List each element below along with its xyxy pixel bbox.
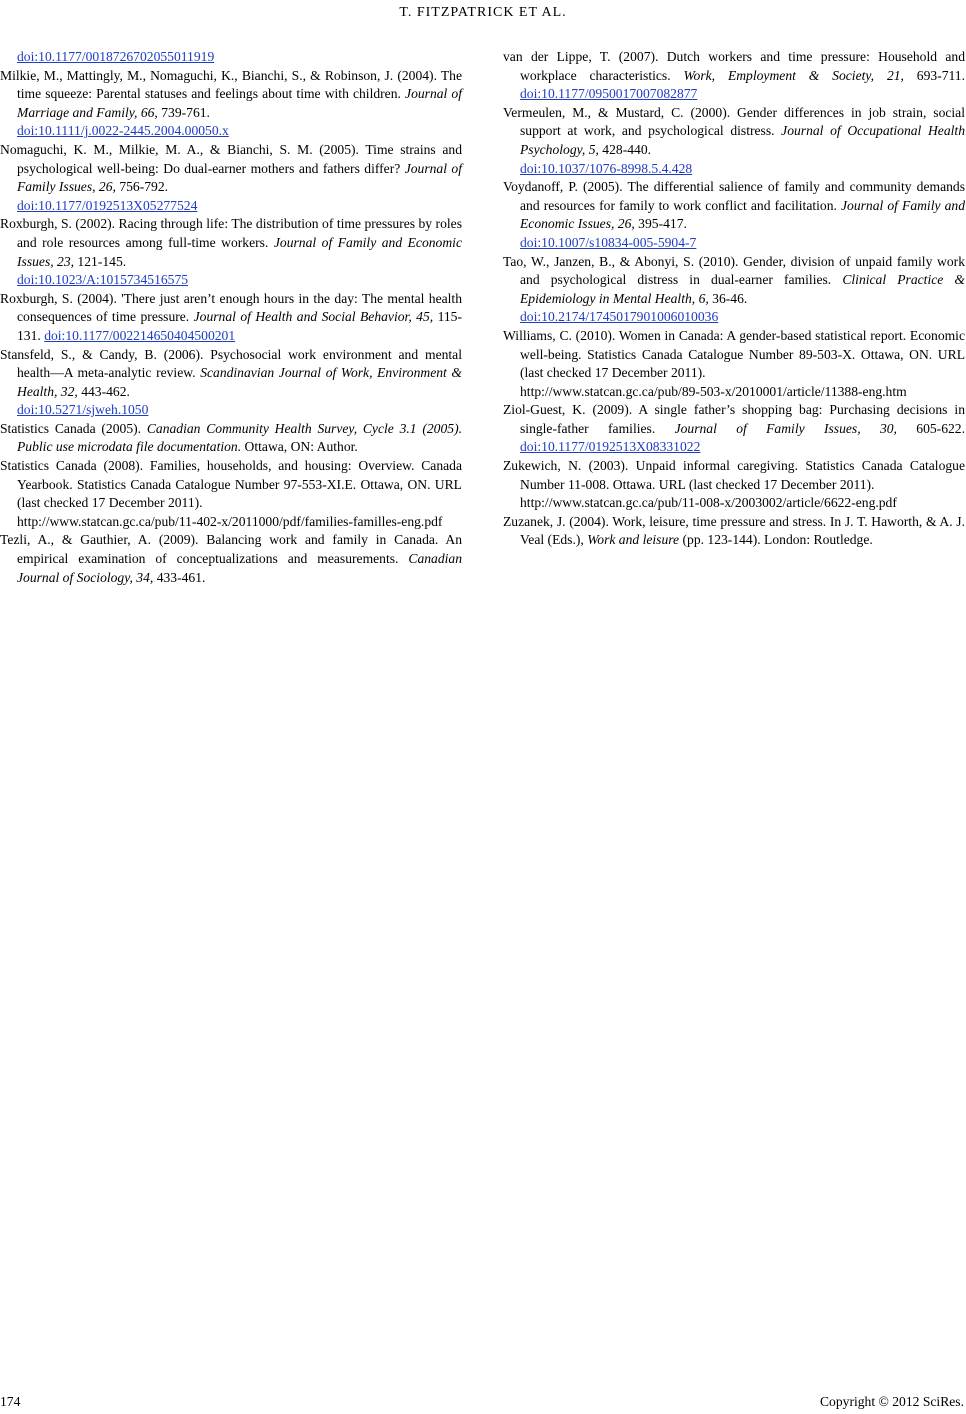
doi-link[interactable]: doi:10.2174/1745017901006010036 bbox=[520, 309, 719, 325]
doi-link[interactable]: doi:10.1177/0950017007082877 bbox=[520, 86, 698, 102]
reference-stansfeld-2006: Stansfeld, S., & Candy, B. (2006). Psychosocial work environment and mental health—A meta-analytic review. Scandinavian Journal of Work, Environment & Health, 32, 443-462. bbox=[0, 346, 462, 399]
doi-link[interactable]: doi:10.5271/sjweh.1050 bbox=[17, 402, 149, 418]
doi-link[interactable]: doi:10.1037/1076-8998.5.4.428 bbox=[520, 160, 693, 176]
page-number: 174 bbox=[0, 1394, 21, 1409]
reference-doi bbox=[0, 122, 462, 141]
reference-url[interactable]: http://www.statcan.gc.ca/pub/11-402-x/2011000/pdf/families-familles-eng.pdf bbox=[17, 513, 443, 529]
reference-doi bbox=[0, 48, 462, 67]
doi-link[interactable]: doi:10.1177/0192513X08331022 bbox=[520, 439, 701, 455]
reference-nomaguchi-2005: Nomaguchi, K. M., Milkie, M. A., & Bianchi, S. M. (2005). Time strains and psychological well-being: Do dual-earner mothers and fathers differ? Journal of Family Issues, 26, 756-792. bbox=[0, 141, 462, 195]
references-left-column bbox=[0, 48, 462, 587]
reference-tezli-2009: Tezli, A., & Gauthier, A. (2009). Balancing work and family in Canada. An empirical examination of conceptualizations and measurements. Canadian Journal of Sociology, 34, 433-461. bbox=[0, 532, 462, 585]
doi-link[interactable]: doi:10.1177/0018726702055011919 bbox=[17, 49, 215, 64]
doi-link[interactable]: doi:10.1007/s10834-005-5904-7 bbox=[520, 234, 697, 250]
reference-url[interactable]: http://www.statcan.gc.ca/pub/89-503-x/2010001/article/11388-eng.htm bbox=[520, 383, 907, 399]
reference-doi bbox=[503, 234, 965, 253]
copyright-notice: Copyright © 2012 SciRes. bbox=[819, 1394, 964, 1409]
reference-voydanoff-2005: Voydanoff, P. (2005). The differential salience of family and community demands and resources for family to work conflict and facilitation. Journal of Family and Economic Issues, 26, 395-417. bbox=[503, 179, 965, 232]
running-head: T. FITZPATRICK ET AL. bbox=[399, 5, 567, 20]
reference-roxburgh-2004: Roxburgh, S. (2004). 'There just aren’t enough hours in the day: The mental health consequences of time pressure. Journal of Health and Social Behavior, 45, 115-131. doi:10.1177/002214650404500201 bbox=[0, 290, 462, 343]
reference-zuzanek-2004: Zuzanek, J. (2004). Work, leisure, time pressure and stress. In J. T. Haworth, & A. J. Veal (Eds.), Work and leisure (pp. 123-144). London: Routledge. bbox=[503, 513, 965, 548]
reference-williams-2010: Williams, C. (2010). Women in Canada: A gender-based statistical report. Economic well-being. Statistics Canada Catalogue Number 89-503-X. Ottawa, ON. URL (last checked 17 December 2011). bbox=[503, 327, 965, 381]
reference-doi bbox=[0, 197, 462, 216]
reference-ziol-guest-2009: Ziol-Guest, K. (2009). A single father’s shopping bag: Purchasing decisions in single-father families. Journal of Family Issues, 30, 605-622. doi:10.1177/0192513X08331022 bbox=[503, 402, 965, 455]
reference-doi bbox=[0, 401, 462, 420]
reference-statcan-2008: Statistics Canada (2008). Families, households, and housing: Overview. Canada Yearbook. Statistics Canada Catalogue Number 97-553-XI.E. Ottawa, ON. URL (last checked 17 December 2011). bbox=[0, 458, 462, 511]
reference-roxburgh-2002: Roxburgh, S. (2002). Racing through life: The distribution of time pressures by roles and role resources among full-time workers. Journal of Family and Economic Issues, 23, 121-145. bbox=[0, 216, 462, 269]
reference-doi bbox=[0, 271, 462, 290]
references-right-column bbox=[503, 48, 965, 550]
reference-doi bbox=[503, 160, 965, 179]
doi-link[interactable]: doi:10.1177/0192513X05277524 bbox=[17, 197, 198, 213]
reference-zukewich-2003: Zukewich, N. (2003). Unpaid informal caregiving. Statistics Canada Catalogue Number 11-008. Ottawa. URL (last checked 17 December 2011). bbox=[503, 458, 965, 492]
reference-url[interactable]: http://www.statcan.gc.ca/pub/11-008-x/2003002/article/6622-eng.pdf bbox=[520, 495, 897, 511]
doi-link[interactable]: doi:10.1023/A:1015734516575 bbox=[17, 272, 189, 288]
doi-link[interactable]: doi:10.1111/j.0022-2445.2004.00050.x bbox=[17, 123, 229, 139]
reference-statcan-2005: Statistics Canada (2005). Canadian Community Health Survey, Cycle 3.1 (2005). Public use microdata file documentation. Ottawa, ON: Author. bbox=[0, 420, 462, 455]
reference-vermeulen-2000: Vermeulen, M., & Mustard, C. (2000). Gender differences in job strain, social support at work, and psychological distress. Journal of Occupational Health Psychology, 5, 428-440. bbox=[503, 104, 965, 157]
reference-van-der-lippe-2007: van der Lippe, T. (2007). Dutch workers and time pressure: Household and workplace characteristics. Work, Employment & Society, 21, 693-711. doi:10.1177/0950017007082877 bbox=[503, 49, 965, 102]
reference-doi bbox=[503, 308, 965, 327]
reference-milkie-2004: Milkie, M., Mattingly, M., Nomaguchi, K., Bianchi, S., & Robinson, J. (2004). The time squeeze: Parental statuses and feelings about time with children. Journal of Marriage and Family, 66, 739-761. bbox=[0, 67, 463, 120]
reference-tao-2010: Tao, W., Janzen, B., & Abonyi, S. (2010). Gender, division of unpaid family work and psychological distress in dual-earner families. Clinical Practice & Epidemiology in Mental Health, 6, 36-46. bbox=[503, 253, 966, 306]
doi-link[interactable]: doi:10.1177/002214650404500201 bbox=[44, 327, 236, 343]
